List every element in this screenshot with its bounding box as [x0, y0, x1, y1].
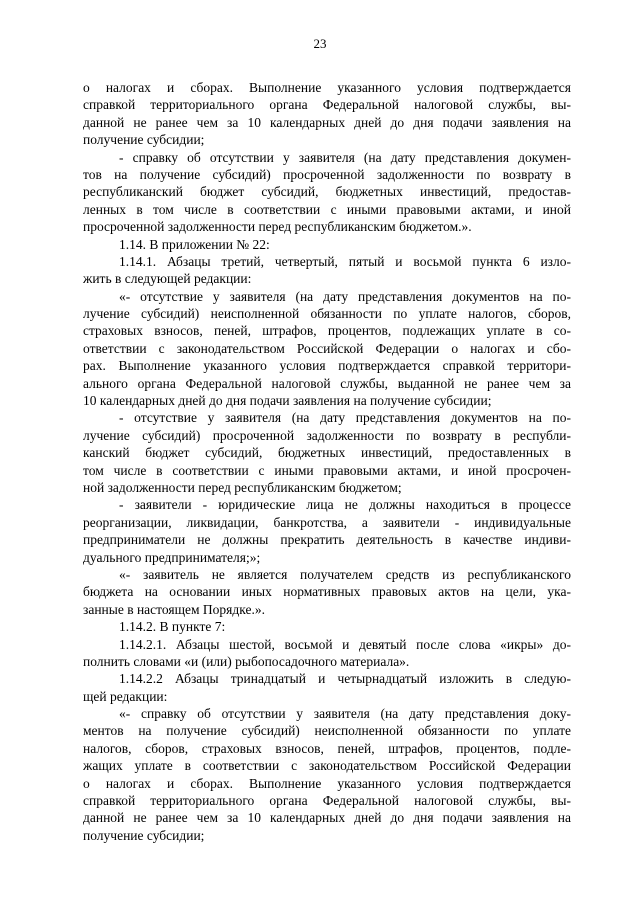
text-line: страховых взносов, пеней, штрафов, процентов, подлежащих уплате в со- — [83, 323, 571, 339]
text-line: ответствии с законодательством Российской Федерации о налогах и сбо- — [83, 340, 571, 356]
text-line: «- справку об отсутствии у заявителя (на дату представления доку- — [119, 706, 571, 722]
text-line: бюджета на основании иных нормативных правовых актов на цели, ука- — [83, 584, 571, 600]
text-line: ментов на получение субсидий) неисполненной обязанности по уплате — [83, 723, 571, 739]
text-line: - отсутствие у заявителя (на дату представления документов на по- — [119, 410, 571, 426]
text-line: тов на получение субсидий) просроченной задолженности по возврату в — [83, 166, 571, 182]
text-line: получение субсидии; — [83, 132, 205, 148]
text-line: 1.14.2.1. Абзацы шестой, восьмой и девятый после слова «икры» до- — [119, 636, 571, 652]
text-line: данной не ранее чем за 10 календарных дней до дня подачи заявления на — [83, 114, 571, 130]
page-number: 23 — [313, 36, 327, 51]
text-line: просроченной задолженности перед республиканским бюджетом.». — [83, 219, 472, 235]
text-line: - заявители - юридические лица не должны находиться в процессе — [119, 497, 571, 513]
text-line: жащих уплате в соответствии с законодательством Российской Федерации — [83, 758, 571, 774]
text-line: 1.14.2. В пункте 7: — [119, 619, 226, 635]
text-line: лучение субсидий) просроченной задолженности по возврату в республи- — [83, 427, 571, 443]
text-line: справкой территориального органа Федеральной налоговой службы, вы- — [83, 97, 571, 113]
text-line: ной задолженности перед республиканским бюджетом; — [83, 479, 402, 495]
text-line: ленных в том числе в соответствии с иными правовыми актами, и иной — [83, 201, 571, 217]
text-line: реорганизации, ликвидации, банкротства, а заявители - индивидуальные — [83, 514, 571, 530]
text-line: лучение субсидий) неисполненной обязанности по уплате налогов, сборов, — [83, 306, 571, 322]
text-line: 1.14. В приложении № 22: — [119, 236, 270, 252]
text-line: занные в настоящем Порядке.». — [83, 601, 265, 617]
text-line: о налогах и сборах. Выполнение указанного условия подтверждается — [83, 80, 571, 95]
text-line: дуального предпринимателя;»; — [83, 549, 261, 565]
text-line: предприниматели не должны прекратить деятельность в качестве индиви- — [83, 532, 571, 548]
text-line: полнить словами «и (или) рыбопосадочного материала». — [83, 653, 410, 669]
text-line: данной не ранее чем за 10 календарных дней до дня подачи заявления на — [83, 810, 571, 826]
text-line: «- отсутствие у заявителя (на дату представления документов на по- — [119, 288, 571, 304]
text-line: налогов, сборов, страховых взносов, пеней, штрафов, процентов, подле- — [83, 740, 571, 756]
text-line: справкой территориального органа Федеральной налоговой службы, вы- — [83, 793, 571, 809]
document-body — [83, 79, 571, 844]
text-line: «- заявитель не является получателем средств из республиканского — [119, 566, 571, 582]
text-line: 10 календарных дней до дня подачи заявления на получение субсидии; — [83, 393, 492, 409]
text-line: рах. Выполнение указанного условия подтверждается справкой территори- — [83, 358, 571, 374]
text-line: 1.14.2.2 Абзацы тринадцатый и четырнадцатый изложить в следую- — [119, 671, 571, 687]
text-line: жить в следующей редакции: — [83, 271, 252, 287]
text-line: о налогах и сборах. Выполнение указанного условия подтверждается — [83, 775, 571, 791]
text-line: ального органа Федеральной налоговой службы, выданной не ранее чем за — [83, 375, 571, 391]
text-line: канский бюджет субсидий, бюджетных инвестиций, предоставленных в — [83, 445, 571, 461]
text-line: 1.14.1. Абзацы третий, четвертый, пятый и восьмой пункта 6 изло- — [119, 253, 571, 269]
text-line: республиканский бюджет субсидий, бюджетных инвестиций, предостав- — [83, 184, 571, 200]
text-line: том числе в соответствии с иными правовыми актами, и иной просрочен- — [83, 462, 571, 478]
text-line: щей редакции: — [83, 688, 168, 704]
text-line: - справку об отсутствии у заявителя (на дату представления докумен- — [119, 149, 571, 165]
text-line: получение субсидии; — [83, 827, 205, 843]
